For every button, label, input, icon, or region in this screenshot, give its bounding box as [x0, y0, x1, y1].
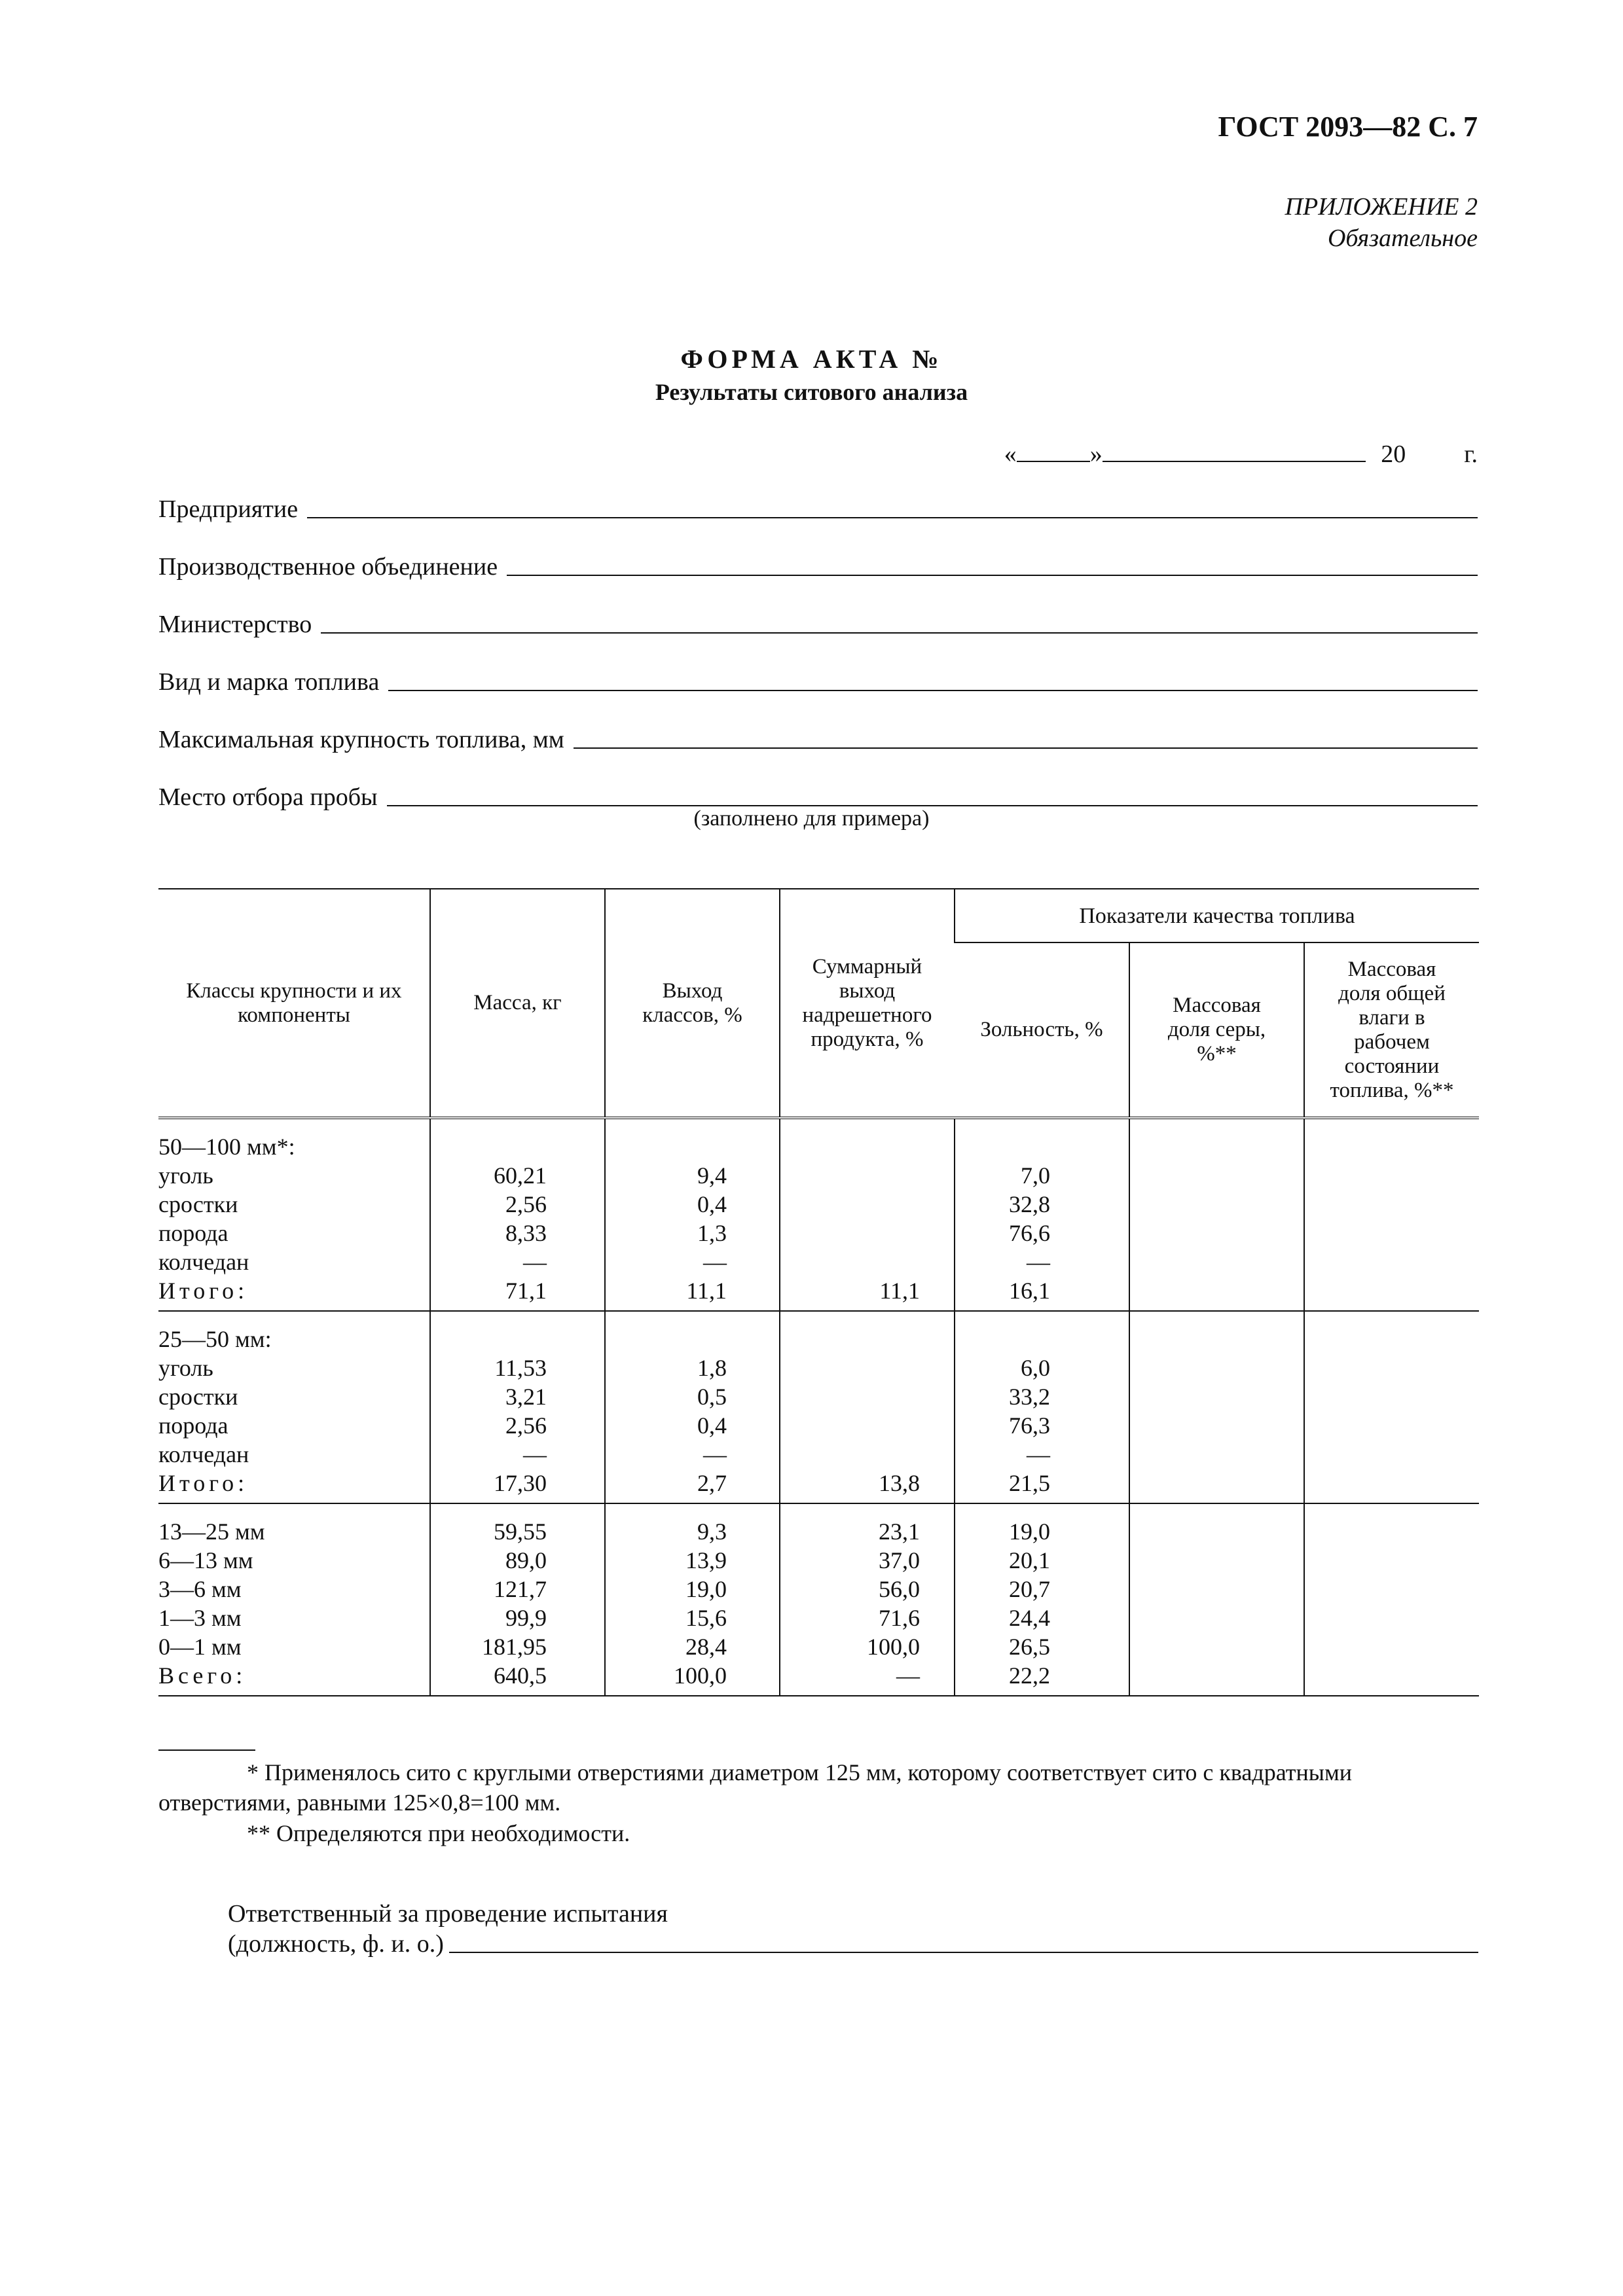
- cell-sulfur: [1129, 1118, 1304, 1311]
- mass-value: 11,53: [494, 1355, 547, 1381]
- yield-value: 2,7: [697, 1470, 727, 1496]
- footnote-divider: [158, 1749, 255, 1751]
- cum-value: [780, 1382, 920, 1411]
- yield-value: 0,4: [697, 1191, 727, 1217]
- ash-value: —: [1027, 1249, 1050, 1275]
- mass-value: 71,1: [505, 1278, 547, 1304]
- class-name: 1—3 мм: [158, 1605, 242, 1631]
- field-blank[interactable]: [507, 573, 1478, 576]
- yield-value: [606, 1132, 727, 1161]
- class-name: 0—1 мм: [158, 1634, 242, 1660]
- cum-value: [780, 1411, 920, 1440]
- ash-value: 16,1: [1009, 1278, 1050, 1304]
- mass-value: 59,55: [494, 1518, 547, 1545]
- mass-value: [431, 1132, 547, 1161]
- cell-classes: [158, 1311, 430, 1503]
- mass-value: —: [523, 1441, 547, 1467]
- header-classes: Классы крупности и их компоненты: [158, 889, 430, 1118]
- year-gap: [1412, 440, 1449, 462]
- ash-value: 7,0: [1021, 1162, 1050, 1189]
- cum-value: 13,8: [879, 1470, 920, 1496]
- field-max-size: [158, 725, 1478, 754]
- yield-value: 0,5: [697, 1384, 727, 1410]
- field-ministry: [158, 610, 1478, 639]
- header-moisture: Массовая доля общей влаги в рабочем состоянии топлива, %**: [1304, 942, 1479, 1118]
- cell-ash: [955, 1503, 1129, 1696]
- yield-value: 1,3: [697, 1220, 727, 1246]
- class-name: 25—50 мм:: [158, 1326, 272, 1352]
- header-quality-group: Показатели качества топлива: [955, 889, 1479, 942]
- cell-moisture: [1304, 1311, 1479, 1503]
- mass-value: —: [523, 1249, 547, 1275]
- day-blank[interactable]: [1017, 439, 1090, 462]
- yield-value: —: [703, 1249, 727, 1275]
- yield-value: 0,4: [697, 1412, 727, 1439]
- footnote-1: * Применялось сито с круглыми отверстиями диаметром 125 мм, которому соответствует сито с квадратными отверстиями, равными 125×0,8=100 мм.: [158, 1759, 1352, 1816]
- table-row-group: [158, 1503, 1479, 1696]
- month-blank[interactable]: [1103, 439, 1366, 462]
- date-close-quote: »: [1089, 440, 1103, 468]
- mass-value: 99,9: [505, 1605, 547, 1631]
- cum-value: 56,0: [879, 1576, 920, 1602]
- yield-value: 1,8: [697, 1355, 727, 1381]
- field-label: Место отбора пробы: [158, 783, 378, 811]
- cum-value: 37,0: [879, 1547, 920, 1573]
- cum-value: 11,1: [879, 1278, 920, 1304]
- ash-value: 21,5: [1009, 1470, 1050, 1496]
- class-name: Итого:: [158, 1470, 249, 1496]
- mass-value: 89,0: [505, 1547, 547, 1573]
- header-ash: Зольность, %: [955, 942, 1129, 1118]
- field-label: Предприятие: [158, 495, 299, 523]
- field-label: Министерство: [158, 611, 312, 638]
- cell-yield: [605, 1118, 780, 1311]
- mass-value: 3,21: [505, 1384, 547, 1410]
- cum-value: —: [896, 1662, 920, 1689]
- cum-value: [780, 1161, 920, 1190]
- year-prefix: 20: [1381, 440, 1406, 468]
- table-row-group: [158, 1118, 1479, 1311]
- ash-value: 32,8: [1009, 1191, 1050, 1217]
- cum-value: [780, 1354, 920, 1382]
- ash-value: [955, 1132, 1050, 1161]
- cum-value: [780, 1325, 920, 1354]
- date-line: [1004, 439, 1478, 469]
- mass-value: 8,33: [505, 1220, 547, 1246]
- yield-value: 13,9: [685, 1547, 727, 1573]
- header-mass: Масса, кг: [430, 889, 605, 1118]
- ash-value: 33,2: [1009, 1384, 1050, 1410]
- field-label: Производственное объединение: [158, 553, 498, 581]
- field-blank[interactable]: [307, 516, 1478, 518]
- appendix-status: Обязательное: [1327, 224, 1478, 252]
- class-name: 3—6 мм: [158, 1576, 242, 1602]
- table-row-group: [158, 1311, 1479, 1503]
- mass-value: 2,56: [505, 1412, 547, 1439]
- ash-value: 19,0: [1009, 1518, 1050, 1545]
- header-yield: Выход классов, %: [605, 889, 780, 1118]
- mass-value: [431, 1325, 547, 1354]
- yield-value: 100,0: [674, 1662, 727, 1689]
- cum-value: [780, 1440, 920, 1469]
- mass-value: 17,30: [494, 1470, 547, 1496]
- cell-sulfur: [1129, 1311, 1304, 1503]
- class-name: уголь: [158, 1355, 213, 1381]
- class-name: сростки: [158, 1384, 238, 1410]
- yield-value: 28,4: [685, 1634, 727, 1660]
- yield-value: —: [703, 1441, 727, 1467]
- field-label: Максимальная крупность топлива, мм: [158, 726, 564, 753]
- mass-value: 2,56: [505, 1191, 547, 1217]
- standard-header: ГОСТ 2093—82 С. 7: [1218, 111, 1478, 143]
- header-sulfur: Массовая доля серы, %**: [1129, 942, 1304, 1118]
- field-association: [158, 552, 1478, 581]
- class-name: уголь: [158, 1162, 213, 1189]
- ash-value: 26,5: [1009, 1634, 1050, 1660]
- yield-value: 9,4: [697, 1162, 727, 1189]
- ash-value: 20,1: [1009, 1547, 1050, 1573]
- field-label: Вид и марка топлива: [158, 668, 380, 696]
- cell-cum: [780, 1503, 955, 1696]
- date-open-quote: «: [1004, 440, 1017, 468]
- field-blank[interactable]: [388, 689, 1478, 691]
- ash-value: [955, 1325, 1050, 1354]
- cum-value: [780, 1247, 920, 1276]
- class-name: колчедан: [158, 1441, 249, 1467]
- mass-value: 60,21: [494, 1162, 547, 1189]
- cell-mass: [430, 1503, 605, 1696]
- year-suffix: г.: [1464, 440, 1478, 468]
- cell-yield: [605, 1503, 780, 1696]
- class-name: 6—13 мм: [158, 1547, 253, 1573]
- mass-value: 181,95: [482, 1634, 547, 1660]
- ash-value: 22,2: [1009, 1662, 1050, 1689]
- yield-value: 9,3: [697, 1518, 727, 1545]
- footnote-2: ** Определяются при необходимости.: [247, 1820, 630, 1846]
- responsible-sublabel: (должность, ф. и. о.): [228, 1930, 444, 1958]
- class-name: порода: [158, 1412, 228, 1439]
- form-title: ФОРМА АКТА №: [680, 344, 943, 374]
- mass-value: 121,7: [494, 1576, 547, 1602]
- ash-value: 76,6: [1009, 1220, 1050, 1246]
- class-name: Всего:: [158, 1662, 247, 1689]
- field-enterprise: [158, 495, 1478, 524]
- cell-cum: [780, 1311, 955, 1503]
- ash-value: —: [1027, 1441, 1050, 1467]
- cell-yield: [605, 1311, 780, 1503]
- ash-value: 6,0: [1021, 1355, 1050, 1381]
- yield-value: 11,1: [686, 1278, 727, 1304]
- cum-value: [780, 1219, 920, 1247]
- cell-ash: [955, 1311, 1129, 1503]
- responsible-field: [228, 1929, 1478, 1958]
- responsible-label: Ответственный за проведение испытания: [228, 1900, 668, 1928]
- ash-value: 76,3: [1009, 1412, 1050, 1439]
- appendix-block: [1285, 191, 1478, 254]
- sieve-analysis-table: [158, 888, 1479, 1696]
- class-name: 50—100 мм*:: [158, 1134, 295, 1160]
- class-name: 13—25 мм: [158, 1518, 265, 1545]
- cum-value: 71,6: [879, 1605, 920, 1631]
- class-name: порода: [158, 1220, 228, 1246]
- cell-classes: [158, 1118, 430, 1311]
- cum-value: 23,1: [879, 1518, 920, 1545]
- yield-value: 15,6: [685, 1605, 727, 1631]
- cell-mass: [430, 1118, 605, 1311]
- cell-sulfur: [1129, 1503, 1304, 1696]
- yield-value: [606, 1325, 727, 1354]
- cell-mass: [430, 1311, 605, 1503]
- cum-value: 100,0: [867, 1634, 920, 1660]
- cum-value: [780, 1132, 920, 1161]
- ash-value: 24,4: [1009, 1605, 1050, 1631]
- cum-value: [780, 1190, 920, 1219]
- class-name: сростки: [158, 1191, 238, 1217]
- field-blank[interactable]: [321, 631, 1478, 634]
- header-cumulative: Суммарный выход надрешетного продукта, %: [780, 889, 955, 1118]
- ash-value: 20,7: [1009, 1576, 1050, 1602]
- yield-value: 19,0: [685, 1576, 727, 1602]
- cell-cum: [780, 1118, 955, 1311]
- field-fuel-type: [158, 668, 1478, 696]
- class-name: колчедан: [158, 1249, 249, 1275]
- appendix-title: ПРИЛОЖЕНИЕ 2: [1285, 193, 1478, 221]
- field-blank[interactable]: [574, 746, 1478, 749]
- form-subtitle: Результаты ситового анализа: [655, 379, 968, 405]
- class-name: Итого:: [158, 1278, 249, 1304]
- cell-classes: [158, 1503, 430, 1696]
- cell-ash: [955, 1118, 1129, 1311]
- cell-moisture: [1304, 1118, 1479, 1311]
- example-note: (заполнено для примера): [693, 806, 930, 831]
- responsible-blank[interactable]: [449, 1950, 1478, 1953]
- cell-moisture: [1304, 1503, 1479, 1696]
- mass-value: 640,5: [494, 1662, 547, 1689]
